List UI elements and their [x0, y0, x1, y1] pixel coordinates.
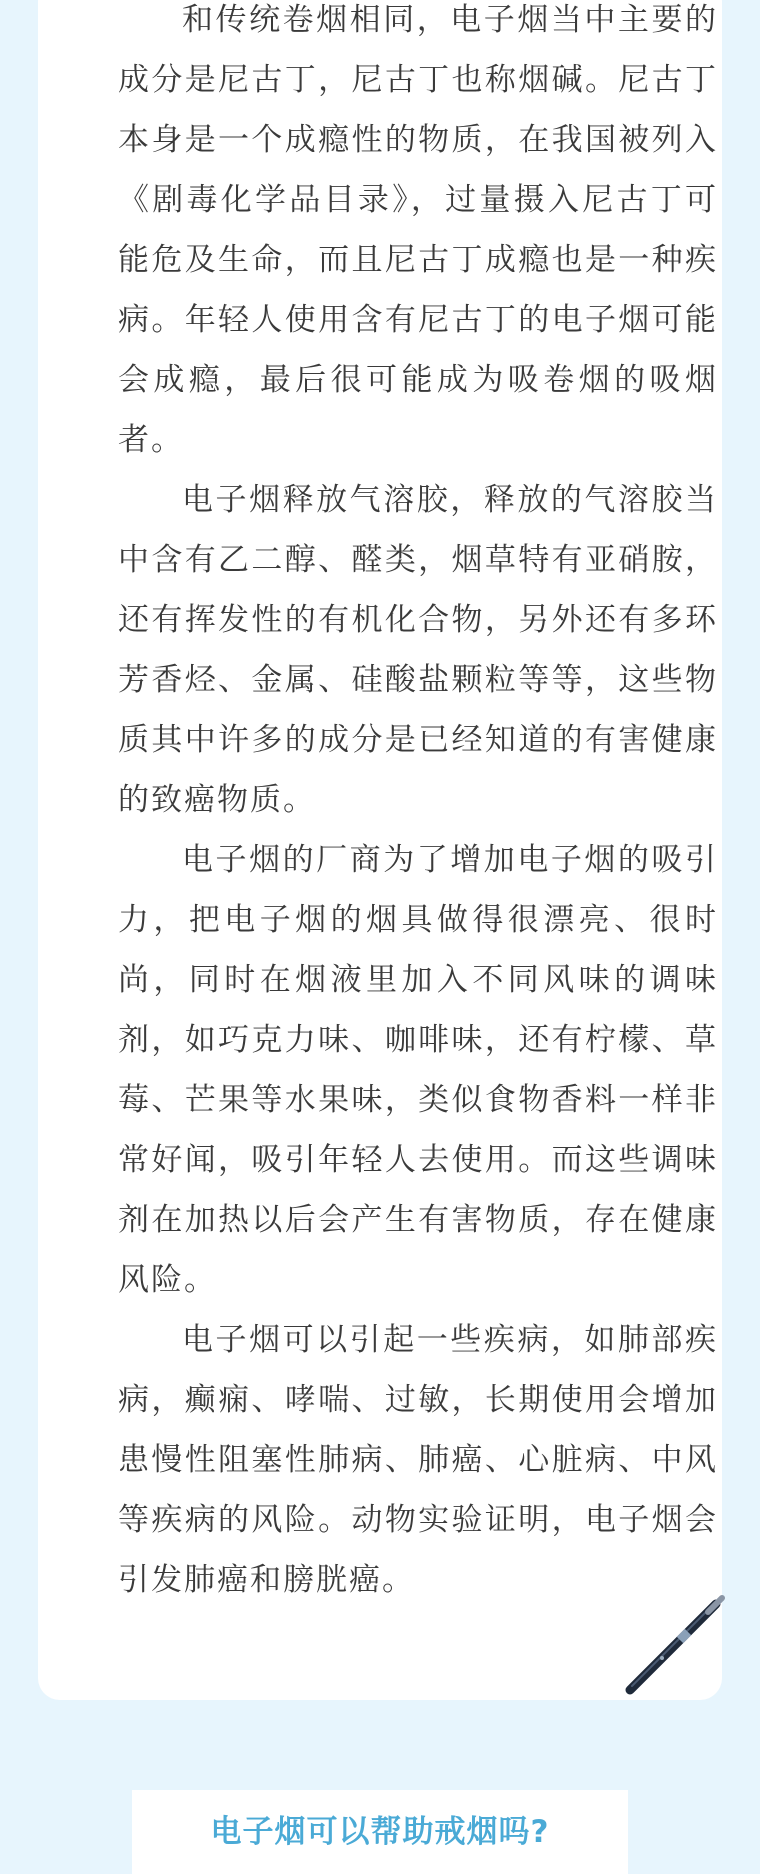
section-title: 电子烟可以帮助戒烟吗? [210, 1814, 550, 1850]
article-body [118, 0, 718, 1650]
article-paragraph: 电子烟的厂商为了增加电子烟的吸引力，把电子烟的烟具做得很漂亮、很时尚，同时在烟液里加入不同风味的调味剂，如巧克力味、咖啡味，还有柠檬、草莓、芒果等水果味，类似食物香料一样非常好闻，吸引年轻人去使用。而这些调味剂在加热以后会产生有害物质，存在健康风险。 [118, 842, 718, 1298]
article-card [38, 0, 722, 1700]
section-heading-box [132, 1790, 628, 1874]
article-paragraph: 和传统卷烟相同，电子烟当中主要的成分是尼古丁，尼古丁也称烟碱。尼古丁本身是一个成瘾性的物质，在我国被列入《剧毒化学品目录》，过量摄入尼古丁可能危及生命，而且尼古丁成瘾也是一种疾病。年轻人使用含有尼古丁的电子烟可能会成瘾，最后很可能成为吸卷烟的吸烟者。 [118, 2, 718, 458]
article-paragraph: 电子烟可以引起一些疾病，如肺部疾病，癫痫、哮喘、过敏，长期使用会增加患慢性阻塞性肺病、肺癌、心脏病、中风等疾病的风险。动物实验证明，电子烟会引发肺癌和膀胱癌。 [118, 1322, 718, 1598]
article-paragraph: 电子烟释放气溶胶，释放的气溶胶当中含有乙二醇、醛类，烟草特有亚硝胺，还有挥发性的有机化合物，另外还有多环芳香烃、金属、硅酸盐颗粒等等，这些物质其中许多的成分是已经知道的有害健康的致癌物质。 [118, 482, 718, 818]
e-cigarette-pen-icon [620, 1590, 730, 1700]
